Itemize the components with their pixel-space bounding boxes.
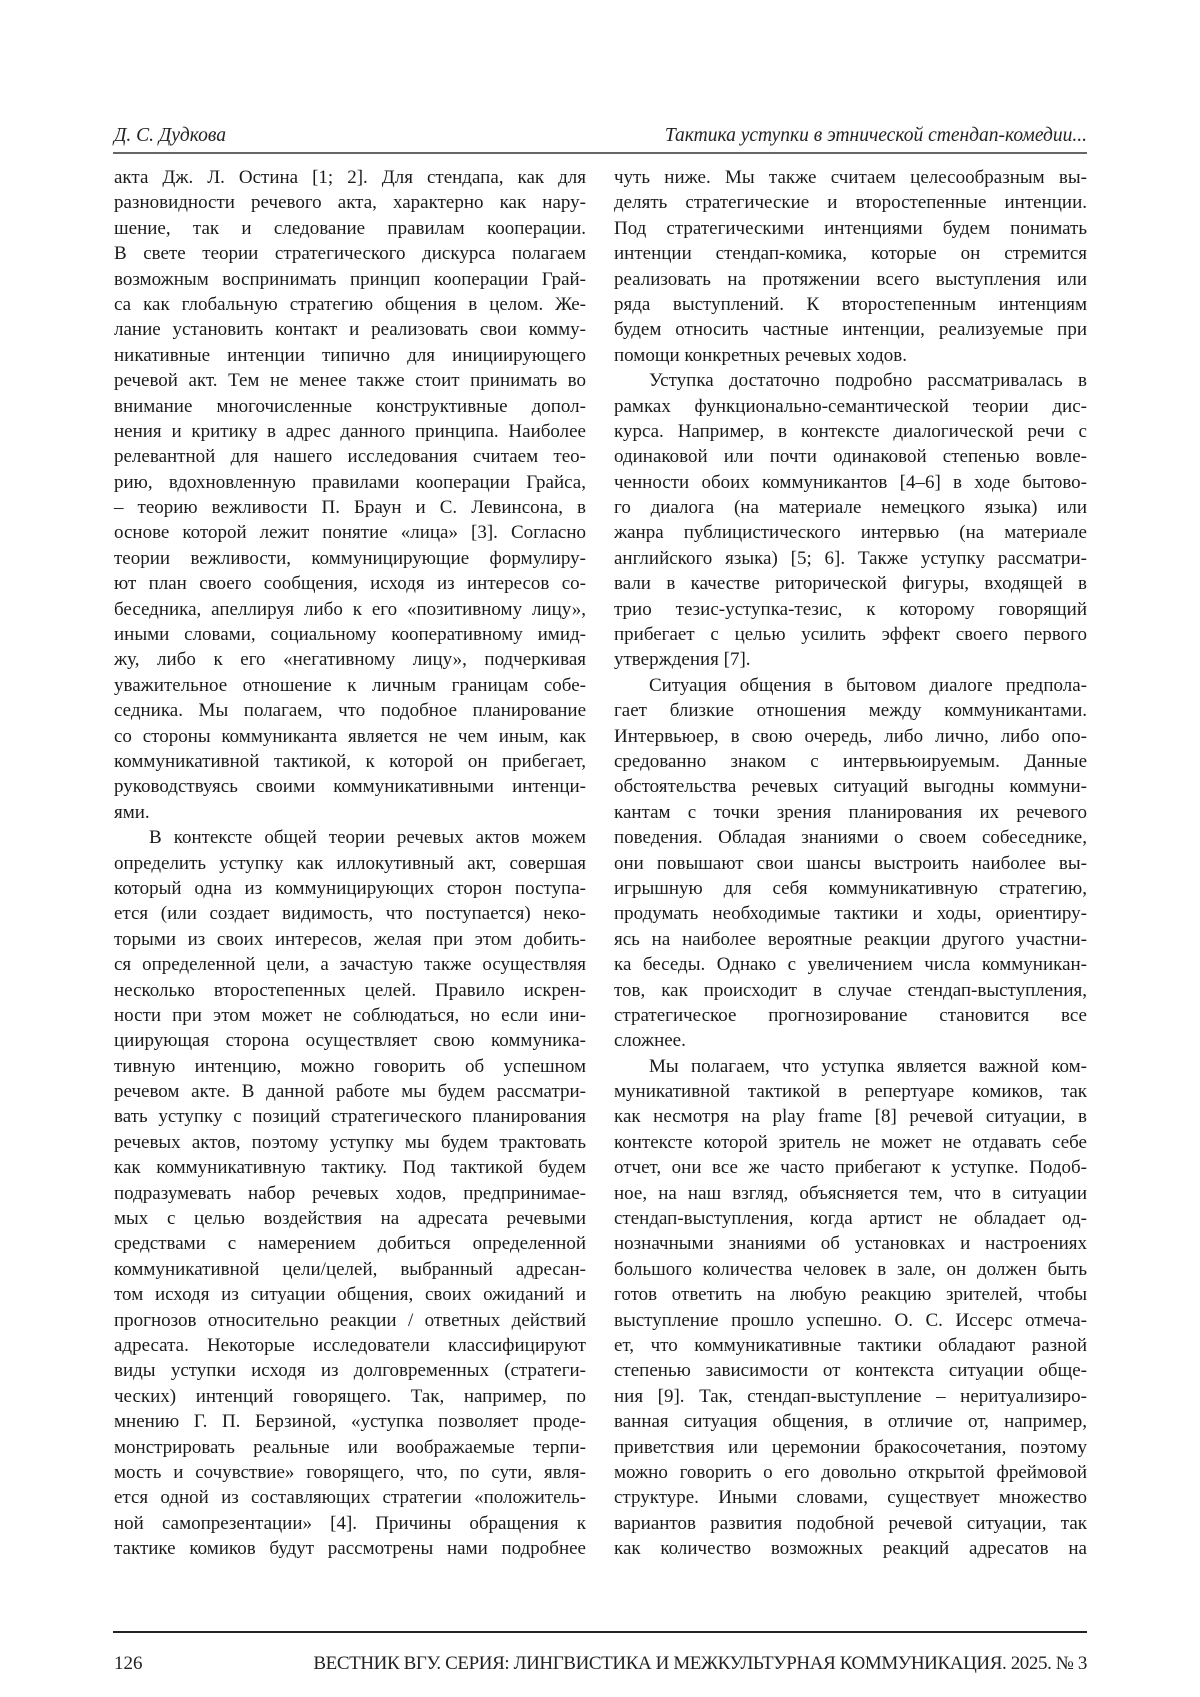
page-number: 126: [114, 1651, 143, 1677]
paragraph: [614, 673, 1087, 1054]
text-line: стратегическое прогнозирование становится все: [614, 1003, 1087, 1028]
text-line: ченности обоих коммуникантов [4–6] в ходе бытово-: [614, 470, 1087, 495]
text-line: ной самопрезентации» [4]. Причины обращения к: [114, 1511, 586, 1536]
text-line: том исходя из ситуации общения, своих ожиданий и: [114, 1282, 586, 1307]
text-line: ности при этом может не соблюдаться, но если ини-: [114, 1003, 586, 1028]
text-line: В контексте общей теории речевых актов можем: [114, 825, 586, 850]
text-line: утверждения [7].: [614, 647, 1087, 672]
text-line: рамках функционально-семантической теории дис-: [614, 394, 1087, 419]
text-line: будем относить частные интенции, реализуемые при: [614, 317, 1087, 342]
text-line: коммуникативной цели/целей, выбранный адресан-: [114, 1257, 586, 1282]
text-line: который одна из коммуницирующих сторон поступа-: [114, 876, 586, 901]
text-line: разновидности речевого акта, характерно как нару-: [114, 190, 586, 215]
text-line: курса. Например, в контексте диалогической речи с: [614, 419, 1087, 444]
text-line: ка беседы. Однако с увеличением числа коммуникан-: [614, 952, 1087, 977]
text-line: теории вежливости, коммуницирующие формулиру-: [114, 546, 586, 571]
text-line: релевантной для нашего исследования считаем тео-: [114, 444, 586, 469]
text-line: иными словами, социальному кооперативному имид-: [114, 622, 586, 647]
text-line: речевом акте. В данной работе мы будем рассматри-: [114, 1079, 586, 1104]
text-line: мость и сочувствие» говорящего, что, по сути, явля-: [114, 1460, 586, 1485]
text-line: лание установить контакт и реализовать свои комму-: [114, 317, 586, 342]
text-line: помощи конкретных речевых ходов.: [614, 343, 1087, 368]
text-line: чуть ниже. Мы также считаем целесообразным вы-: [614, 165, 1087, 190]
text-line: шение, так и следование правилам кооперации.: [114, 216, 586, 241]
text-line: делять стратегические и второстепенные интенции.: [614, 190, 1087, 215]
text-line: готов ответить на любую реакцию зрителей, чтобы: [614, 1282, 1087, 1307]
text-line: речевых актов, поэтому уступку мы будем трактовать: [114, 1130, 586, 1155]
text-line: речевой акт. Тем не менее также стоит принимать во: [114, 368, 586, 393]
text-line: ряда выступлений. К второстепенным интенциям: [614, 292, 1087, 317]
text-line: Уступка достаточно подробно рассматривалась в: [614, 368, 1087, 393]
text-column-right: [614, 165, 1087, 1561]
text-line: ется одной из составляющих стратегии «положитель-: [114, 1485, 586, 1510]
header-rule: [113, 152, 1087, 154]
text-line: виды уступки исходя из долговременных (стратеги-: [114, 1358, 586, 1383]
text-line: тивную интенцию, можно говорить об успешном: [114, 1054, 586, 1079]
text-line: возможным воспринимать принцип кооперации Грай-: [114, 267, 586, 292]
text-line: со стороны коммуниканта является не чем иным, как: [114, 724, 586, 749]
text-line: нозначными знаниями об установках и настроениях: [614, 1231, 1087, 1256]
text-line: прогнозов относительно реакции / ответных действий: [114, 1308, 586, 1333]
text-line: муникативной тактикой в репертуаре комиков, так: [614, 1079, 1087, 1104]
text-line: ями.: [114, 800, 586, 825]
footer-rule: [113, 1631, 1087, 1633]
text-line: са как глобальную стратегию общения в целом. Же-: [114, 292, 586, 317]
text-line: ное, на наш взгляд, объясняется тем, что в ситуации: [614, 1181, 1087, 1206]
text-line: обстоятельства речевых ситуаций выгодны коммуни-: [614, 774, 1087, 799]
text-line: ясь на наиболее вероятные реакции другого участни-: [614, 927, 1087, 952]
text-line: трио тезис-уступка-тезис, к которому говорящий: [614, 597, 1087, 622]
text-line: несколько второстепенных целей. Правило искрен-: [114, 978, 586, 1003]
text-line: можно говорить о его довольно открытой фреймовой: [614, 1460, 1087, 1485]
text-line: внимание многочисленные конструктивные допол-: [114, 394, 586, 419]
text-line: ванная ситуация общения, в отличие от, например,: [614, 1409, 1087, 1434]
text-line: тов, как происходит в случае стендап-выступления,: [614, 978, 1087, 1003]
journal-title: ВЕСТНИК ВГУ. СЕРИЯ: ЛИНГВИСТИКА И МЕЖКУЛЬТУРНАЯ КОММУНИКАЦИЯ. 2025. № 3: [313, 1651, 1087, 1677]
text-line: адресата. Некоторые исследователи классифицируют: [114, 1333, 586, 1358]
text-column-left: [114, 165, 586, 1561]
text-line: структуре. Иными словами, существует множество: [614, 1485, 1087, 1510]
text-line: игрышную для себя коммуникативную стратегию,: [614, 876, 1087, 901]
text-line: ния [9]. Так, стендап-выступление – неритуализиро-: [614, 1384, 1087, 1409]
running-header-title: Тактика уступки в этнической стендап-комедии...: [665, 123, 1087, 149]
text-line: Интервьюер, в свою очередь, либо лично, либо опо-: [614, 724, 1087, 749]
text-line: вариантов развития подобной речевой ситуации, так: [614, 1511, 1087, 1536]
text-line: акта Дж. Л. Остина [1; 2]. Для стендапа, как для: [114, 165, 586, 190]
text-line: сложнее.: [614, 1028, 1087, 1053]
running-header-author: Д. С. Дудкова: [114, 123, 226, 149]
text-line: рию, вдохновленную правилами кооперации Грайса,: [114, 470, 586, 495]
text-line: тактике комиков будут рассмотрены нами подробнее: [114, 1536, 586, 1561]
text-line: выступление прошло успешно. О. С. Иссерс отмеча-: [614, 1308, 1087, 1333]
paragraph: [614, 368, 1087, 673]
text-line: торыми из своих интересов, желая при этом добить-: [114, 927, 586, 952]
text-line: В свете теории стратегического дискурса полагаем: [114, 241, 586, 266]
text-line: жу, либо к его «негативному лицу», подчеркивая: [114, 647, 586, 672]
text-line: прибегает с целью усилить эффект своего первого: [614, 622, 1087, 647]
text-line: поведения. Обладая знаниями о своем собеседнике,: [614, 825, 1087, 850]
text-line: ческих) интенций говорящего. Так, например, по: [114, 1384, 586, 1409]
text-line: монстрировать реальные или воображаемые терпи-: [114, 1435, 586, 1460]
text-line: английского языка) [5; 6]. Также уступку рассматри-: [614, 546, 1087, 571]
text-line: уважительное отношение к личным границам собе-: [114, 673, 586, 698]
text-line: ся определенной цели, а зачастую также осуществляя: [114, 952, 586, 977]
text-line: отчет, они все же часто прибегают к уступке. Подоб-: [614, 1155, 1087, 1180]
text-line: степенью зависимости от контекста ситуации обще-: [614, 1358, 1087, 1383]
text-line: кантам с точки зрения планирования их речевого: [614, 800, 1087, 825]
text-line: руководствуясь своими коммуникативными интенци-: [114, 774, 586, 799]
text-line: подразумевать набор речевых ходов, предпринимае-: [114, 1181, 586, 1206]
text-line: контексте которой зритель не может не отдавать себе: [614, 1130, 1087, 1155]
text-line: – теорию вежливости П. Браун и С. Левинсона, в: [114, 495, 586, 520]
text-line: реализовать на протяжении всего выступления или: [614, 267, 1087, 292]
text-line: ет, что коммуникативные тактики обладают разной: [614, 1333, 1087, 1358]
text-line: как коммуникативную тактику. Под тактикой будем: [114, 1155, 586, 1180]
paragraph: [114, 165, 586, 825]
paragraph: [614, 165, 1087, 368]
text-line: гает близкие отношения между коммуникантами.: [614, 698, 1087, 723]
text-line: седника. Мы полагаем, что подобное планирование: [114, 698, 586, 723]
text-line: Мы полагаем, что уступка является важной ком-: [614, 1054, 1087, 1079]
text-line: как несмотря на play frame [8] речевой ситуации, в: [614, 1104, 1087, 1129]
text-line: жанра публицистического интервью (на материале: [614, 520, 1087, 545]
text-line: средованно знаком с интервьюируемым. Данные: [614, 749, 1087, 774]
text-line: приветствия или церемонии бракосочетания, поэтому: [614, 1435, 1087, 1460]
text-line: одинаковой или почти одинаковой степенью вовле-: [614, 444, 1087, 469]
text-line: определить уступку как иллокутивный акт, совершая: [114, 851, 586, 876]
text-line: циирующая сторона осуществляет свою коммуника-: [114, 1028, 586, 1053]
text-line: основе которой лежит понятие «лица» [3]. Согласно: [114, 520, 586, 545]
text-line: как количество возможных реакций адресатов на: [614, 1536, 1087, 1561]
text-line: коммуникативной тактикой, к которой он прибегает,: [114, 749, 586, 774]
text-line: мых с целью воздействия на адресата речевыми: [114, 1206, 586, 1231]
paragraph: [614, 1054, 1087, 1562]
text-line: беседника, апеллируя либо к его «позитивному лицу»,: [114, 597, 586, 622]
text-line: большого количества человек в зале, он должен быть: [614, 1257, 1087, 1282]
text-line: ют план своего сообщения, исходя из интересов со-: [114, 571, 586, 596]
text-line: вать уступку с позиций стратегического планирования: [114, 1104, 586, 1129]
text-line: вали в качестве риторической фигуры, входящей в: [614, 571, 1087, 596]
text-line: Под стратегическими интенциями будем понимать: [614, 216, 1087, 241]
text-line: они повышают свои шансы выстроить наиболее вы-: [614, 851, 1087, 876]
text-line: ется (или создает видимость, что поступается) неко-: [114, 901, 586, 926]
text-line: продумать необходимые тактики и ходы, ориентиру-: [614, 901, 1087, 926]
text-line: нения и критику в адрес данного принципа. Наиболее: [114, 419, 586, 444]
text-line: средствами с намерением добиться определенной: [114, 1231, 586, 1256]
text-line: никативные интенции типично для инициирующего: [114, 343, 586, 368]
text-line: мнению Г. П. Берзиной, «уступка позволяет проде-: [114, 1409, 586, 1434]
paragraph: [114, 825, 586, 1561]
text-line: Ситуация общения в бытовом диалоге предпола-: [614, 673, 1087, 698]
text-line: интенции стендап-комика, которые он стремится: [614, 241, 1087, 266]
text-line: го диалога (на материале немецкого языка) или: [614, 495, 1087, 520]
text-line: стендап-выступления, когда артист не обладает од-: [614, 1206, 1087, 1231]
